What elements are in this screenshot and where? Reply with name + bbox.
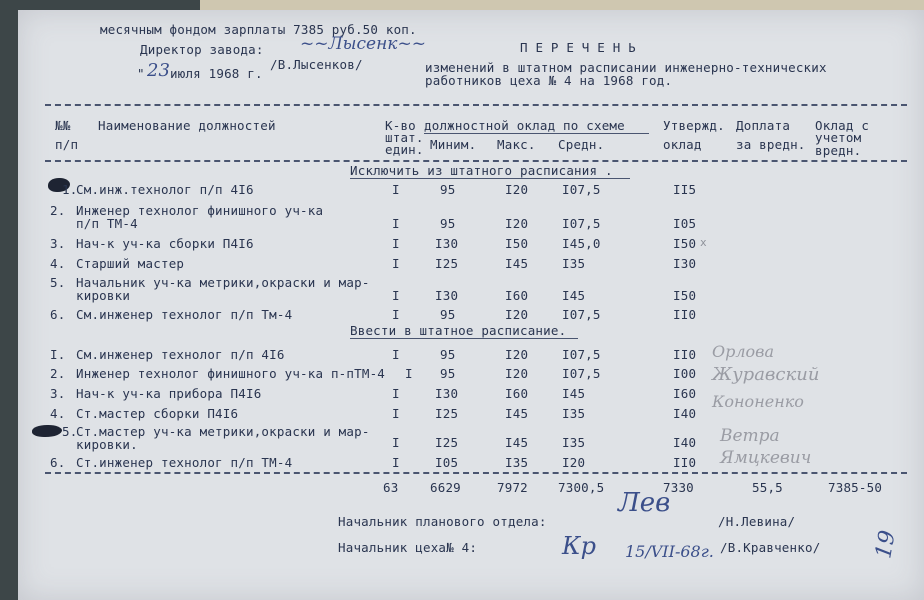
pencil-note: Кононенко — [712, 392, 804, 411]
director-label: Директор завода: — [140, 42, 264, 57]
director-signature: ~~Лысенк~~ — [300, 34, 426, 54]
row-min: 95 — [440, 347, 456, 362]
row-approved: II0 — [673, 455, 697, 470]
total-avg: 7300,5 — [558, 480, 605, 495]
row-avg: I20 — [562, 455, 586, 470]
section-remove-title: Исключить из штатного расписания . — [350, 163, 613, 178]
row-avg: I07,5 — [562, 182, 601, 197]
col-total-2: учетом — [815, 130, 862, 145]
section-remove-underline — [350, 178, 630, 179]
row-number: 4. — [50, 256, 66, 271]
row-approved: I40 — [673, 435, 697, 450]
row-min: 95 — [440, 182, 456, 197]
scheme-underline — [424, 133, 649, 134]
row-min: I30 — [435, 236, 459, 251]
row-avg: I07,5 — [562, 366, 601, 381]
row-count: I — [392, 307, 400, 322]
section-add-title: Ввести в штатное расписание. — [350, 323, 567, 338]
row-approved: I50 — [673, 288, 697, 303]
date-rest: июля 1968 г. — [170, 66, 263, 81]
director-name: /В.Лысенков/ — [270, 57, 363, 72]
row-position-cont: кировки — [76, 288, 131, 303]
row-approved: I30 — [673, 256, 697, 271]
row-approved: II5 — [673, 182, 697, 197]
col-total-3: вредн. — [815, 143, 862, 158]
col-count-3: един. — [385, 142, 424, 157]
shop-name: /В.Кравченко/ — [720, 540, 821, 555]
col-extra-2: за вредн. — [736, 137, 806, 152]
row-count: I — [392, 386, 400, 401]
row-min: 95 — [440, 307, 456, 322]
row-max: I20 — [505, 347, 529, 362]
row-position: Ст.мастер уч-ка метрики,окраски и мар- — [76, 424, 370, 439]
row-count: I — [392, 182, 400, 197]
row-approved: I50 — [673, 236, 697, 251]
row-approved: I40 — [673, 406, 697, 421]
row-position-cont: кировки. — [76, 437, 138, 452]
row-position: См.инженер технолог п/п 4I6 — [76, 347, 285, 362]
row-count: I — [392, 236, 400, 251]
planning-label: Начальник планового отдела: — [338, 514, 547, 529]
row-max: I45 — [505, 406, 529, 421]
row-approved: I00 — [673, 366, 697, 381]
total-total: 7385-50 — [828, 480, 883, 495]
col-total-1: Оклад с — [815, 118, 870, 133]
row-position: Нач-к уч-ка сборки П4I6 — [76, 236, 254, 251]
doc-subtitle-1: изменений в штатном расписании инженерно-технических — [425, 60, 827, 75]
row-position: Инженер технолог финишного уч-ка п-пТМ-4 — [76, 366, 386, 381]
handwritten-date: 15/VII-68г. — [625, 542, 714, 561]
col-count-2: штат. — [385, 130, 424, 145]
total-extra: 55,5 — [752, 480, 783, 495]
col-num-2: п/п — [55, 137, 79, 152]
row-number: 2. — [50, 203, 66, 218]
doc-subtitle-2: работников цеха № 4 на 1968 год. — [425, 73, 673, 88]
row-min: I30 — [435, 386, 459, 401]
col-name: Наименование должностей — [98, 118, 276, 133]
row-position: Ст.мастер сборки П4I6 — [76, 406, 239, 421]
row-count: I — [392, 455, 400, 470]
row-number: 2. — [50, 366, 66, 381]
row-number: 5. — [62, 424, 78, 439]
planning-signature: Лев — [618, 488, 671, 518]
row-number: 3. — [50, 236, 66, 251]
planning-name: /Н.Левина/ — [718, 514, 796, 529]
row-max: I45 — [505, 256, 529, 271]
row-count: I — [392, 435, 400, 450]
row-approved: I60 — [673, 386, 697, 401]
row-number: 6. — [50, 455, 66, 470]
row-avg: I07,5 — [562, 307, 601, 322]
total-approved: 7330 — [663, 480, 694, 495]
row-avg: I07,5 — [562, 216, 601, 231]
row-min: I25 — [435, 435, 459, 450]
row-position-cont: п/п ТМ-4 — [76, 216, 138, 231]
col-avg: Средн. — [558, 137, 605, 152]
rule-totals — [45, 472, 907, 474]
row-approved: II0 — [673, 307, 697, 322]
col-approved-1: Утвержд. — [663, 118, 725, 133]
row-number: I. — [50, 347, 66, 362]
row-avg: I35 — [562, 406, 586, 421]
total-min: 6629 — [430, 480, 461, 495]
row-min: I25 — [435, 256, 459, 271]
row-max: I20 — [505, 182, 529, 197]
row-count: I — [392, 406, 400, 421]
date-quote-open: " — [137, 66, 145, 81]
col-extra-1: Доплата — [736, 118, 791, 133]
rule-top — [45, 104, 907, 106]
col-approved-2: оклад — [663, 137, 702, 152]
shop-signature: Кр — [562, 532, 596, 560]
row-min: I30 — [435, 288, 459, 303]
row-number: 1. — [62, 182, 78, 197]
row-number: 3. — [50, 386, 66, 401]
total-count: 63 — [383, 480, 399, 495]
row-number: 4. — [50, 406, 66, 421]
row-max: I60 — [505, 288, 529, 303]
row-count: I — [405, 366, 413, 381]
row-min: 95 — [440, 366, 456, 381]
row-count: I — [392, 216, 400, 231]
row-avg: I35 — [562, 435, 586, 450]
section-add-underline — [350, 338, 578, 339]
row-max: I20 — [505, 216, 529, 231]
rule-header — [45, 160, 907, 162]
col-max: Макс. — [497, 137, 536, 152]
pencil-note: Журавский — [712, 364, 820, 385]
row-min: 95 — [440, 216, 456, 231]
row-max: I20 — [505, 366, 529, 381]
row-count: I — [392, 347, 400, 362]
row-count: I — [392, 256, 400, 271]
total-max: 7972 — [497, 480, 528, 495]
row-avg: I45 — [562, 288, 586, 303]
row-position: См.инженер технолог п/п Тм-4 — [76, 307, 293, 322]
row-max: I50 — [505, 236, 529, 251]
row-approved: I05 — [673, 216, 697, 231]
doc-title: П Е Р Е Ч Е Н Ь — [520, 40, 636, 55]
row-position: Старший мастер — [76, 256, 185, 271]
row-max: I45 — [505, 435, 529, 450]
row-position: Инженер технолог финишного уч-ка — [76, 203, 324, 218]
page-number: 19 — [871, 528, 901, 561]
pencil-note: Орлова — [712, 342, 775, 361]
row-number: 5. — [50, 275, 66, 290]
row-avg: I45 — [562, 386, 586, 401]
row-position: Нач-к уч-ка прибора П4I6 — [76, 386, 262, 401]
row-position: См.инж.технолог п/п 4I6 — [76, 182, 254, 197]
row-avg: I45,0 — [562, 236, 601, 251]
fund-line: месячным фондом зарплаты 7385 руб.50 коп. — [100, 22, 417, 37]
pencil-mark: x — [700, 236, 707, 249]
row-avg: I07,5 — [562, 347, 601, 362]
pencil-note: Ветра — [720, 426, 780, 446]
row-max: I35 — [505, 455, 529, 470]
row-position: Ст.инженер технолог п/п ТМ-4 — [76, 455, 293, 470]
row-max: I20 — [505, 307, 529, 322]
row-number: 6. — [50, 307, 66, 322]
row-position: Начальник уч-ка метрики,окраски и мар- — [76, 275, 370, 290]
col-count-1: К-во — [385, 118, 416, 133]
col-min: Миним. — [430, 137, 477, 152]
document-page — [18, 10, 924, 600]
row-min: I05 — [435, 455, 459, 470]
row-min: I25 — [435, 406, 459, 421]
pencil-note: Ямцкевич — [720, 448, 812, 468]
row-approved: II0 — [673, 347, 697, 362]
row-max: I60 — [505, 386, 529, 401]
row-count: I — [392, 288, 400, 303]
col-num-1: №№ — [55, 118, 71, 133]
date-day: 23 — [147, 60, 170, 81]
shop-label: Начальник цеха№ 4: — [338, 540, 478, 555]
row-avg: I35 — [562, 256, 586, 271]
col-scheme: должностной оклад по схеме — [424, 118, 625, 133]
